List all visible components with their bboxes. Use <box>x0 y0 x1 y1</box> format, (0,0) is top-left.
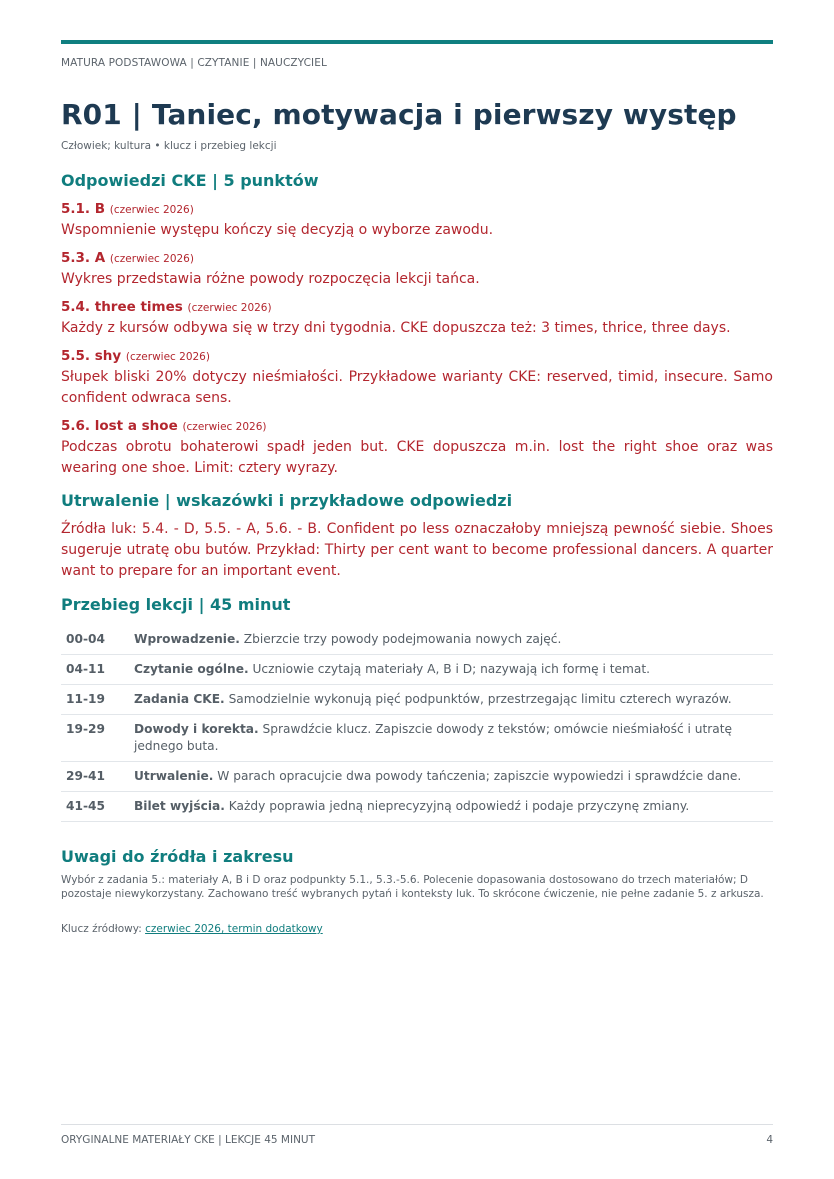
lesson-step-title: Dowody i korekta. <box>134 722 259 736</box>
lesson-time: 29-41 <box>61 762 134 792</box>
answer-text: Słupek bliski 20% dotyczy nieśmiałości. Przykładowe warianty CKE: reserved, timid, insecure. Samo confident odwraca sens. <box>61 369 773 406</box>
page-subtitle: Człowiek; kultura • klucz i przebieg lekcji <box>61 140 277 152</box>
answer-text: Wspomnienie występu kończy się decyzją o wyborze zawodu. <box>61 222 494 238</box>
source-key-link[interactable]: czerwiec 2026, termin dodatkowy <box>145 923 323 935</box>
answer-text: Każdy z kursów odbywa się w trzy dni tygodnia. CKE dopuszcza też: 3 times, thrice, three days. <box>61 320 731 336</box>
lesson-time: 04-11 <box>61 655 134 685</box>
answer-source: (czerwiec 2026) <box>109 253 194 265</box>
answer-item <box>61 199 773 241</box>
document-page <box>61 0 773 1179</box>
lesson-table <box>61 625 773 822</box>
notes-heading: Uwagi do źródła i zakresu <box>61 847 294 866</box>
source-key-label: Klucz źródłowy: <box>61 923 142 935</box>
lesson-step-text: Każdy poprawia jedną nieprecyzyjną odpowiedź i podaje przyczynę zmiany. <box>228 799 690 813</box>
table-row <box>61 625 773 655</box>
page-number: 4 <box>766 1134 773 1146</box>
answer-label: 5.5. shy <box>61 348 122 364</box>
source-key <box>61 923 773 937</box>
top-rule <box>61 40 773 44</box>
lesson-time: 11-19 <box>61 685 134 715</box>
lesson-description <box>134 762 773 792</box>
answer-item <box>61 416 773 479</box>
answer-text: Wykres przedstawia różne powody rozpoczęcia lekcji tańca. <box>61 271 480 287</box>
answer-item <box>61 297 773 339</box>
answer-text: Podczas obrotu bohaterowi spadł jeden but. CKE dopuszcza m.in. lost the right shoe oraz was wearing one shoe. Limit: cztery wyrazy. <box>61 439 773 476</box>
lesson-time: 41-45 <box>61 792 134 822</box>
lesson-step-text: Zbierzcie trzy powody podejmowania nowych zajęć. <box>243 632 562 646</box>
table-row <box>61 655 773 685</box>
lesson-step-text: Sprawdźcie klucz. Zapiszcie dowody z tekstów; omówcie nieśmiałość i utratę jednego buta. <box>134 722 733 753</box>
lesson-time: 19-29 <box>61 715 134 762</box>
page-title: R01 | Taniec, motywacja i pierwszy występ <box>61 98 737 131</box>
answer-label: 5.6. lost a shoe <box>61 418 178 434</box>
answers-heading: Odpowiedzi CKE | 5 punktów <box>61 171 319 190</box>
lesson-time: 00-04 <box>61 625 134 655</box>
answer-source: (czerwiec 2026) <box>187 302 272 314</box>
lesson-step-title: Wprowadzenie. <box>134 632 240 646</box>
table-row <box>61 792 773 822</box>
answer-item <box>61 346 773 409</box>
lesson-step-title: Bilet wyjścia. <box>134 799 225 813</box>
lesson-step-title: Zadania CKE. <box>134 692 225 706</box>
reinforcement-heading: Utrwalenie | wskazówki i przykładowe odpowiedzi <box>61 491 513 510</box>
answer-source: (czerwiec 2026) <box>125 351 210 363</box>
answer-source: (czerwiec 2026) <box>182 421 267 433</box>
reinforcement-text: Źródła luk: 5.4. - D, 5.5. - A, 5.6. - B. Confident po less oznaczałoby mniejszą pewność siebie. Shoes sugeruje utratę obu butów. Przykład: Thirty per cent want to become professional dancers. A quarter want to prepare for an important event. <box>61 521 773 579</box>
footer-text: ORYGINALNE MATERIAŁY CKE | LEKCJE 45 MINUT <box>61 1134 316 1146</box>
answer-label: 5.4. three times <box>61 299 183 315</box>
table-row <box>61 715 773 762</box>
lesson-step-title: Utrwalenie. <box>134 769 214 783</box>
lesson-step-text: Uczniowie czytają materiały A, B i D; nazywają ich formę i temat. <box>252 662 651 676</box>
lesson-step-text: W parach opracujcie dwa powody tańczenia; zapiszcie wypowiedzi i sprawdźcie dane. <box>217 769 742 783</box>
lesson-description <box>134 792 773 822</box>
running-head: MATURA PODSTAWOWA | CZYTANIE | NAUCZYCIEL <box>61 57 327 69</box>
lesson-step-title: Czytanie ogólne. <box>134 662 249 676</box>
answer-item <box>61 248 773 290</box>
answer-label: 5.3. A <box>61 250 106 266</box>
lesson-description <box>134 655 773 685</box>
table-row <box>61 685 773 715</box>
lesson-heading: Przebieg lekcji | 45 minut <box>61 595 291 614</box>
lesson-description <box>134 715 773 762</box>
answer-label: 5.1. B <box>61 201 106 217</box>
answer-source: (czerwiec 2026) <box>109 204 194 216</box>
lesson-description <box>134 625 773 655</box>
lesson-step-text: Samodzielnie wykonują pięć podpunktów, przestrzegając limitu czterech wyrazów. <box>228 692 732 706</box>
footer-rule <box>61 1124 773 1125</box>
lesson-description <box>134 685 773 715</box>
table-row <box>61 762 773 792</box>
notes-text: Wybór z zadania 5.: materiały A, B i D oraz podpunkty 5.1., 5.3.-5.6. Polecenie dopasowania dostosowano do trzech materiałów; D pozostaje niewykorzystany. Zachowano treść wybranych pytań i konteksty luk. To skrócone ćwiczenie, nie pełne zadanie 5. z arkusza. <box>61 874 764 900</box>
